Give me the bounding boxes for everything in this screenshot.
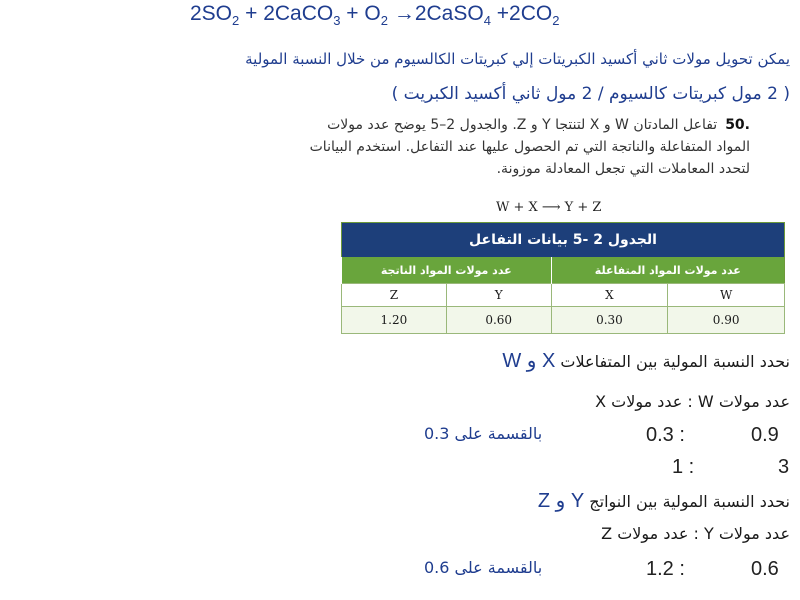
col-y: Y xyxy=(446,284,551,307)
ratio1-left: 0.9 xyxy=(751,424,779,446)
value-y: 0.60 xyxy=(446,307,551,334)
book-problem xyxy=(300,114,750,180)
product-ratio-heading: نحدد النسبة المولية بين النواتج Y و Z xyxy=(537,490,790,512)
ratio2-left: 0.6 xyxy=(751,558,779,580)
value-w: 0.90 xyxy=(668,307,785,334)
reactant-ratio-def: عدد مولات W : عدد مولات X xyxy=(595,392,790,411)
products-header: عدد مولات المواد الناتجة xyxy=(342,257,552,284)
problem-number: .50 xyxy=(725,117,750,133)
ratio1-result-left: 3 xyxy=(778,456,790,478)
ratio1-result-right: 1 : xyxy=(672,456,695,478)
ratio1-right: 0.3 : xyxy=(646,424,685,446)
divide-06-note: بالقسمة على 0.6 xyxy=(424,558,543,577)
col-z: Z xyxy=(342,284,447,307)
table-title: الجدول 2 -5 بيانات التفاعل xyxy=(342,223,785,258)
reactants-header: عدد مولات المواد المتفاعلة xyxy=(551,257,784,284)
ratio2-right: 1.2 : xyxy=(646,558,685,580)
book-reaction: W + X ⟶ Y + Z xyxy=(496,200,602,215)
reactant-ratio-heading: نحدد النسبة المولية بين المتفاعلات X و W xyxy=(502,350,790,372)
problem-text: تفاعل المادتان W و X لتنتجا Y و Z. والجدول 2–5 يوضح عدد مولات المواد المتفاعلة والناتجة التي تم الحصول عليها عند التفاعل. استخدم البيانات لتحدد المعاملات التي تجعل المعادلة موزونة. xyxy=(309,117,750,177)
col-w: W xyxy=(668,284,785,307)
chemical-equation: $2SO_2$ + 2CaCO$_3$ + $O_2$ →2CaSO$_4$ $+2CO_2$ xyxy=(190,2,560,29)
conversion-text: يمكن تحويل مولات ثاني أكسيد الكبريتات إلي كبريتات الكالسيوم من خلال النسبة المولية xyxy=(245,50,790,68)
value-x: 0.30 xyxy=(551,307,668,334)
col-x: X xyxy=(551,284,668,307)
divide-03-note: بالقسمة على 0.3 xyxy=(424,424,543,443)
mole-ratio-text: ( 2 مول كبريتات كالسيوم / 2 مول ثاني أكسيد الكبريت ) xyxy=(391,84,790,104)
product-ratio-def: عدد مولات Y : عدد مولات Z xyxy=(601,524,790,543)
value-z: 1.20 xyxy=(342,307,447,334)
reaction-data-table xyxy=(341,222,785,334)
